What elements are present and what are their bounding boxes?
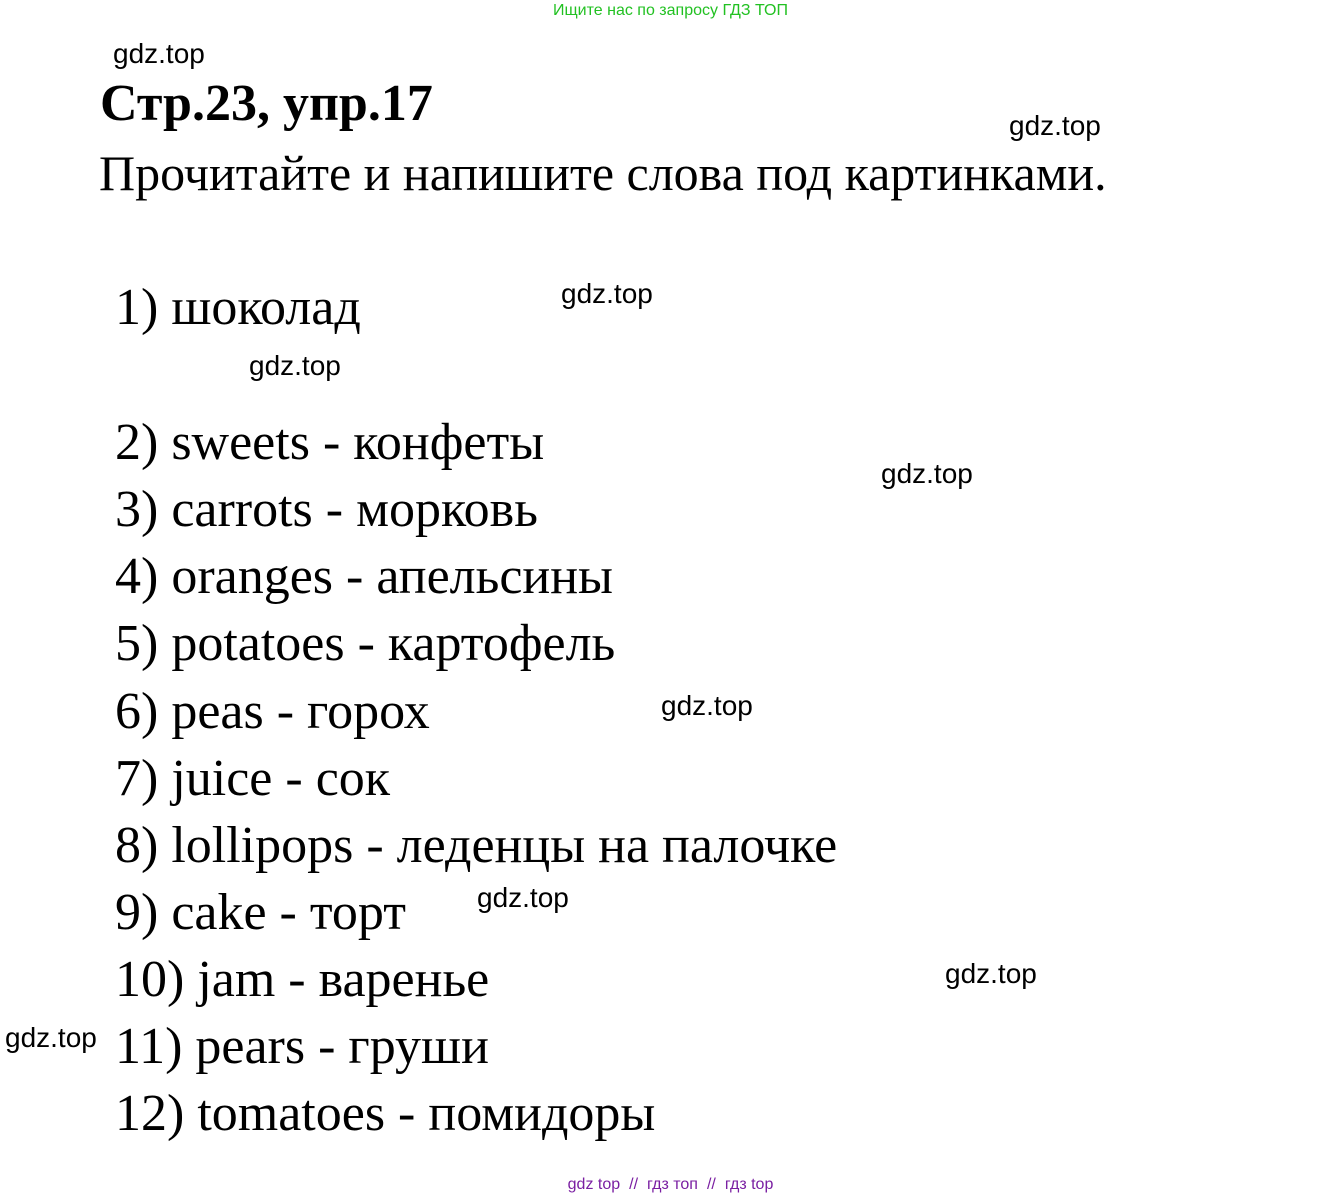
answer-item: 2) sweets - конфеты [115,414,545,471]
answer-item: 3) carrots - морковь [115,481,538,538]
exercise-instruction: Прочитайте и напишите слова под картинками. [99,145,1107,201]
watermark: gdz.top [249,350,341,381]
answer-item: 8) lollipops - леденцы на палочке [115,817,838,874]
watermark: gdz.top [661,690,753,721]
watermark: gdz.top [5,1022,97,1053]
answer-item: 1) шоколад [115,279,361,336]
answer-item: 4) oranges - апельсины [115,548,613,605]
answer-item: 9) cake - торт [115,884,406,941]
footer-links [0,1176,1341,1194]
watermark: gdz.top [881,458,973,489]
watermark: gdz.top [477,882,569,913]
footer-part-2: гдз топ [647,1176,698,1193]
exercise-title: Стр.23, упр.17 [100,75,433,132]
footer-separator: // [706,1176,716,1193]
footer-separator: // [629,1176,639,1193]
top-banner: Ищите нас по запросу ГДЗ ТОП [553,2,788,19]
answer-item: 6) peas - горох [115,683,430,740]
answer-item: 7) juice - сок [115,750,391,807]
watermark: gdz.top [1009,110,1101,141]
answer-item: 11) pears - груши [115,1018,489,1075]
answer-item: 10) jam - варенье [115,951,490,1008]
watermark: gdz.top [561,278,653,309]
footer-part-1: gdz top [567,1176,621,1193]
answer-item: 12) tomatoes - помидоры [115,1085,656,1142]
footer-part-3: гдз top [724,1176,774,1193]
answer-item: 5) potatoes - картофель [115,615,616,672]
watermark: gdz.top [945,958,1037,989]
watermark: gdz.top [113,38,205,69]
